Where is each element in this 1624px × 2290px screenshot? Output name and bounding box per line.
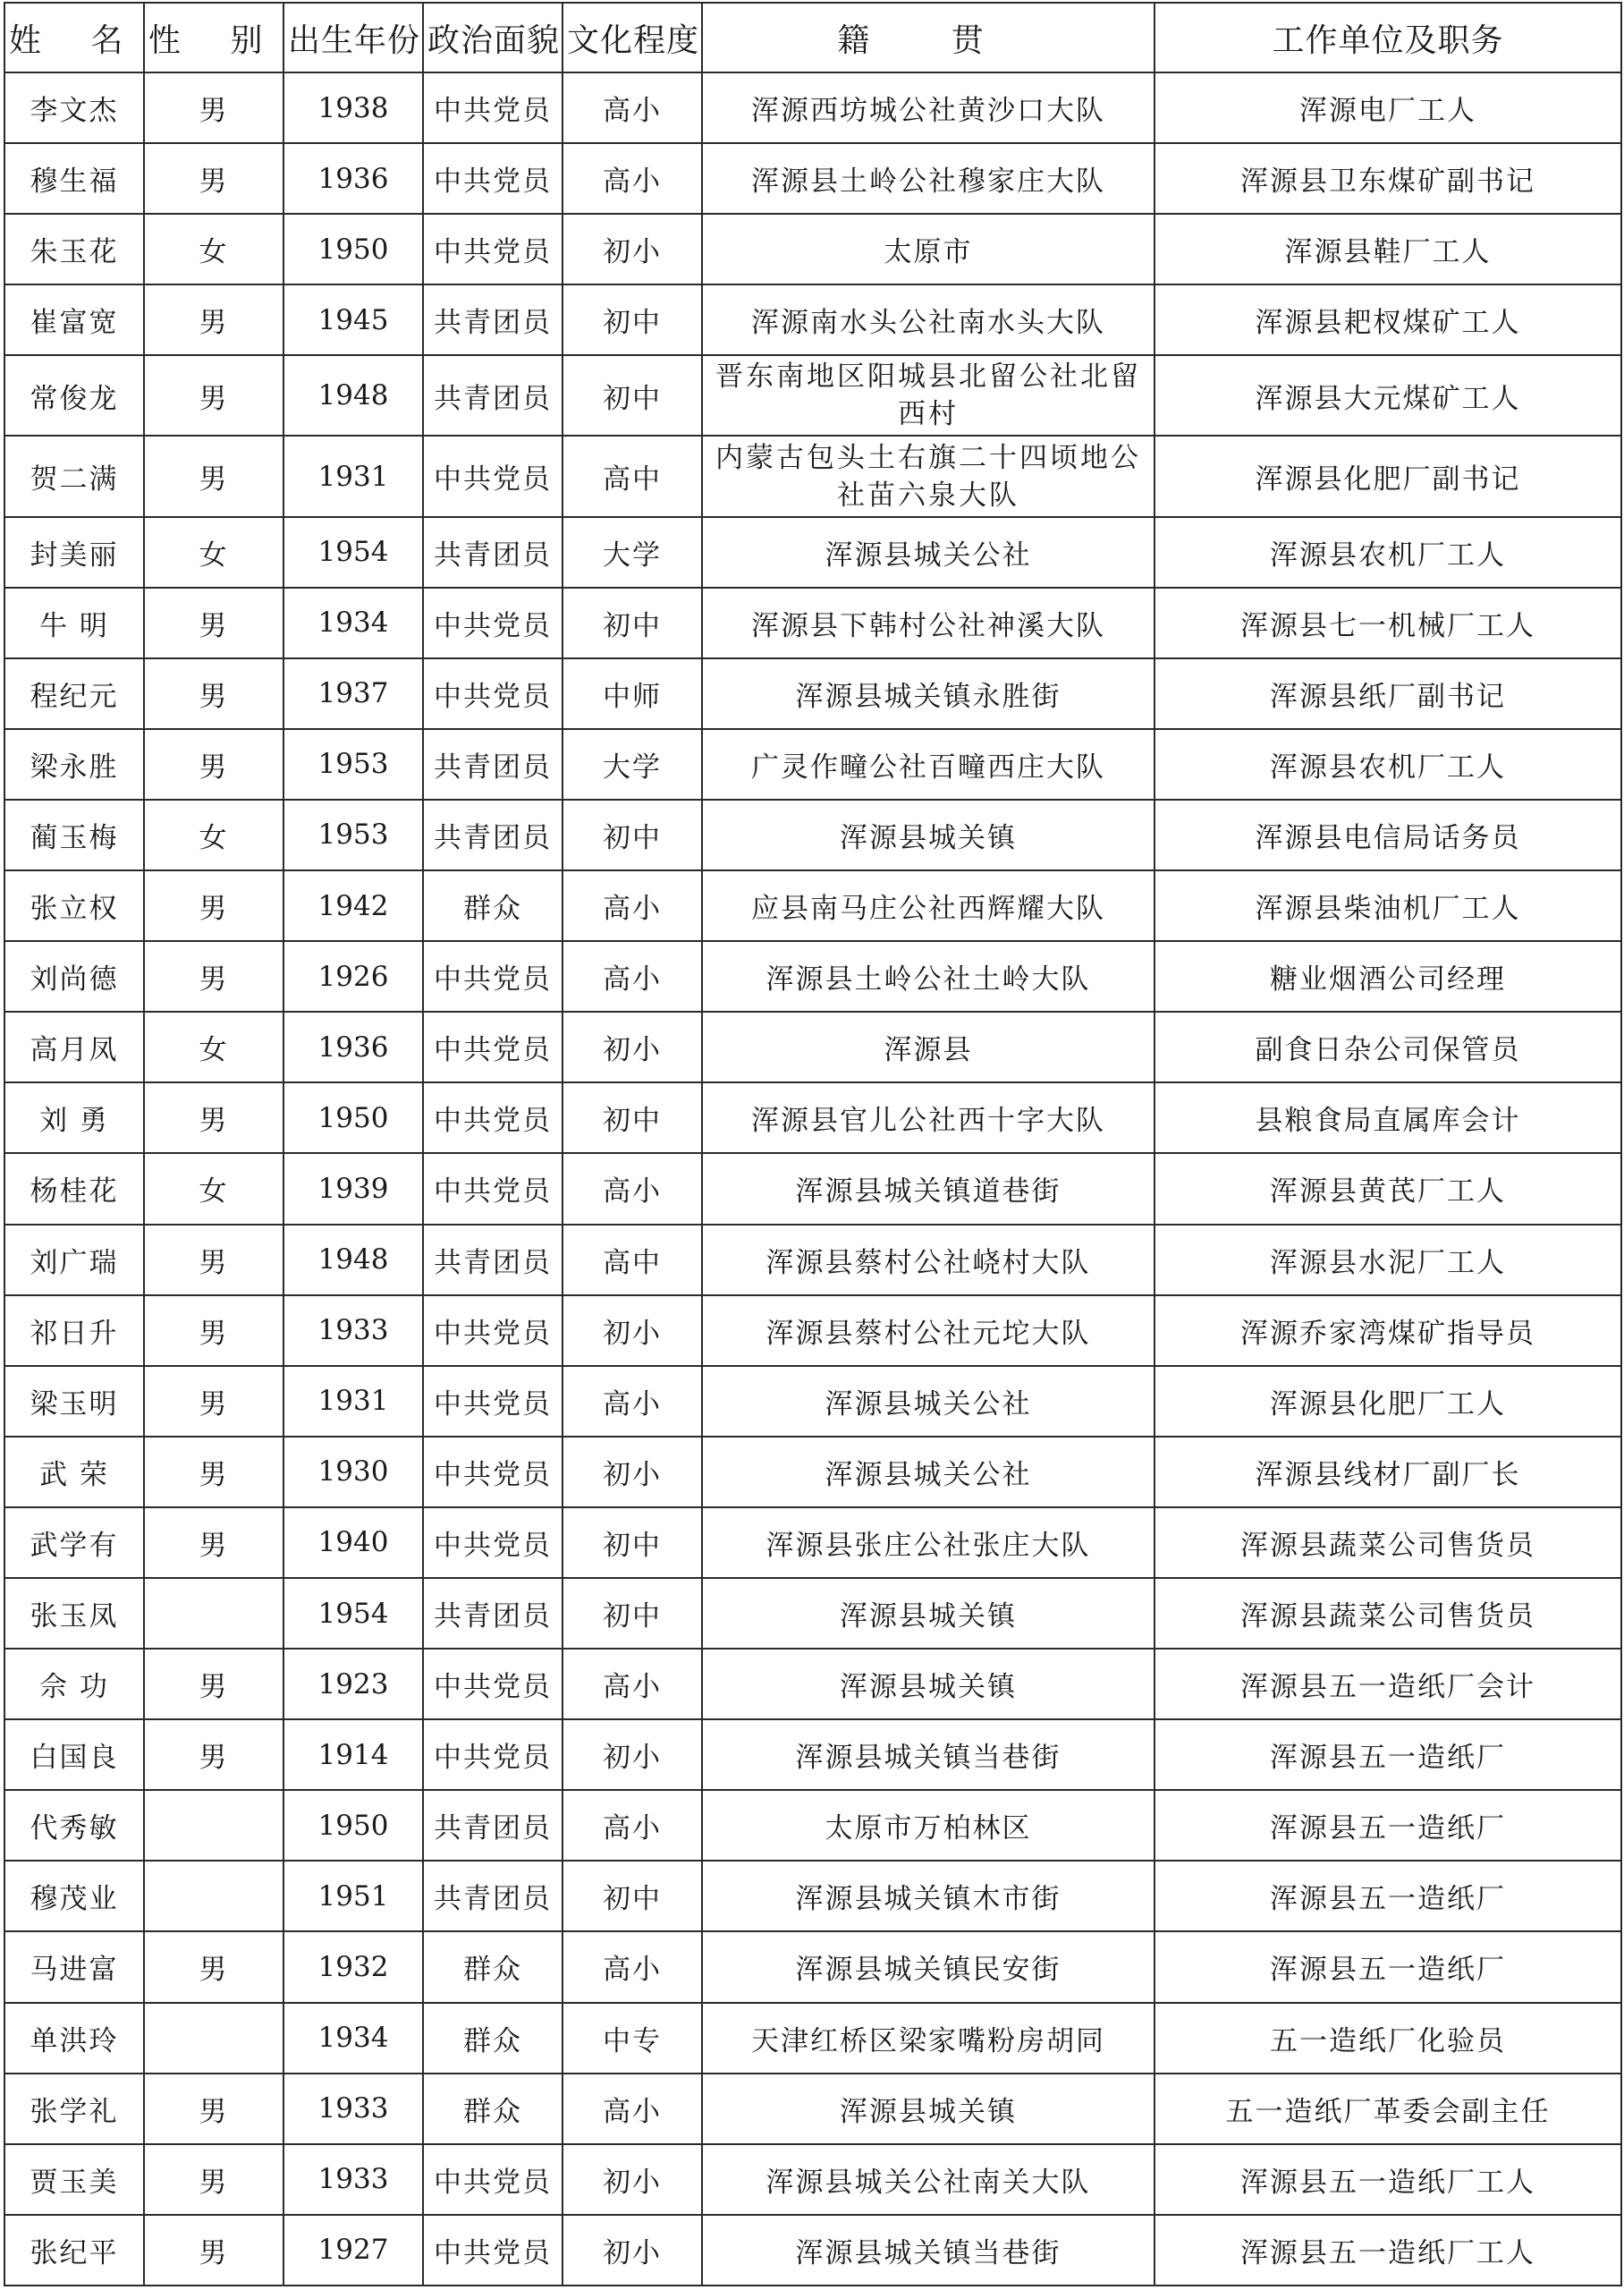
header-name: 姓 名 <box>4 3 144 72</box>
cell-education: 高中 <box>562 436 702 516</box>
table-row <box>4 1082 1621 1153</box>
table-row <box>4 941 1621 1012</box>
cell-political-status: 中共党员 <box>423 1719 562 1790</box>
table-row <box>4 729 1621 800</box>
cell-workplace-position: 浑源县五一造纸厂工人 <box>1155 2215 1621 2286</box>
cell-birth-year: 1950 <box>283 1082 423 1153</box>
table-row <box>4 214 1621 284</box>
cell-native-place: 浑源县蔡村公社峣村大队 <box>702 1225 1155 1295</box>
cell-native-place: 浑源县城关镇 <box>702 1578 1155 1649</box>
table-header <box>4 3 1621 72</box>
cell-workplace-position: 浑源县线材厂副厂长 <box>1155 1437 1621 1507</box>
table-row <box>4 1366 1621 1437</box>
table-row <box>4 800 1621 870</box>
cell-name: 梁玉明 <box>4 1366 144 1437</box>
table-row <box>4 143 1621 214</box>
cell-native-place: 浑源县城关镇道巷街 <box>702 1153 1155 1224</box>
cell-education: 初小 <box>562 1719 702 1790</box>
cell-sex: 男 <box>144 355 283 436</box>
cell-native-place: 浑源县城关镇 <box>702 2074 1155 2144</box>
cell-workplace-position: 浑源县农机厂工人 <box>1155 729 1621 800</box>
cell-political-status: 共青团员 <box>423 1578 562 1649</box>
cell-native-place: 浑源县城关镇当巷街 <box>702 1719 1155 1790</box>
cell-education: 初中 <box>562 355 702 436</box>
cell-political-status: 群众 <box>423 2074 562 2144</box>
cell-name: 刘 勇 <box>4 1082 144 1153</box>
table-row <box>4 1153 1621 1224</box>
cell-education: 高小 <box>562 72 702 143</box>
table-row <box>4 1225 1621 1295</box>
cell-birth-year: 1914 <box>283 1719 423 1790</box>
cell-political-status: 中共党员 <box>423 436 562 516</box>
cell-education: 初小 <box>562 2215 702 2286</box>
cell-education: 初中 <box>562 1082 702 1153</box>
cell-native-place: 内蒙古包头土右旗二十四顷地公社苗六泉大队 <box>702 436 1155 516</box>
cell-native-place: 晋东南地区阳城县北留公社北留西村 <box>702 355 1155 436</box>
cell-birth-year: 1953 <box>283 800 423 870</box>
cell-name: 牛 明 <box>4 588 144 658</box>
cell-birth-year: 1934 <box>283 2003 423 2074</box>
cell-workplace-position: 浑源县化肥厂副书记 <box>1155 436 1621 516</box>
cell-political-status: 共青团员 <box>423 729 562 800</box>
cell-education: 高小 <box>562 1649 702 1719</box>
cell-birth-year: 1931 <box>283 1366 423 1437</box>
cell-political-status: 中共党员 <box>423 1295 562 1366</box>
cell-workplace-position: 浑源县柴油机厂工人 <box>1155 870 1621 941</box>
cell-native-place: 浑源县城关镇 <box>702 800 1155 870</box>
cell-political-status: 群众 <box>423 1931 562 2002</box>
table-row <box>4 1861 1621 1931</box>
cell-birth-year: 1937 <box>283 658 423 729</box>
cell-name: 张玉凤 <box>4 1578 144 1649</box>
cell-workplace-position: 浑源县化肥厂工人 <box>1155 1366 1621 1437</box>
cell-education: 高中 <box>562 1225 702 1295</box>
table-row <box>4 2074 1621 2144</box>
cell-name: 穆生福 <box>4 143 144 214</box>
cell-political-status: 中共党员 <box>423 2144 562 2215</box>
cell-sex: 女 <box>144 1153 283 1224</box>
personnel-table <box>4 2 1622 2286</box>
cell-political-status: 中共党员 <box>423 658 562 729</box>
cell-political-status: 共青团员 <box>423 284 562 355</box>
cell-name: 贺二满 <box>4 436 144 516</box>
table-row <box>4 72 1621 143</box>
cell-education: 高小 <box>562 2074 702 2144</box>
cell-birth-year: 1951 <box>283 1861 423 1931</box>
cell-name: 白国良 <box>4 1719 144 1790</box>
cell-sex: 男 <box>144 588 283 658</box>
cell-workplace-position: 五一造纸厂化验员 <box>1155 2003 1621 2074</box>
cell-sex <box>144 1578 283 1649</box>
cell-education: 初小 <box>562 1437 702 1507</box>
cell-workplace-position: 浑源乔家湾煤矿指导员 <box>1155 1295 1621 1366</box>
header-political-status: 政治面貌 <box>423 3 562 72</box>
cell-sex: 男 <box>144 870 283 941</box>
cell-sex: 男 <box>144 436 283 516</box>
cell-native-place: 浑源县城关镇永胜街 <box>702 658 1155 729</box>
cell-name: 张立权 <box>4 870 144 941</box>
cell-name: 杨桂花 <box>4 1153 144 1224</box>
table-row <box>4 2003 1621 2074</box>
cell-native-place: 浑源县城关公社 <box>702 517 1155 588</box>
cell-native-place: 浑源县张庄公社张庄大队 <box>702 1507 1155 1578</box>
cell-political-status: 中共党员 <box>423 1649 562 1719</box>
table-row <box>4 2144 1621 2215</box>
cell-name: 蔺玉梅 <box>4 800 144 870</box>
cell-sex: 男 <box>144 2144 283 2215</box>
table-row <box>4 1295 1621 1366</box>
cell-birth-year: 1933 <box>283 1295 423 1366</box>
table-row <box>4 1790 1621 1861</box>
cell-native-place: 浑源县城关镇当巷街 <box>702 2215 1155 2286</box>
cell-education: 高小 <box>562 941 702 1012</box>
cell-workplace-position: 五一造纸厂革委会副主任 <box>1155 2074 1621 2144</box>
cell-name: 单洪玲 <box>4 2003 144 2074</box>
cell-native-place: 应县南马庄公社西辉耀大队 <box>702 870 1155 941</box>
cell-name: 刘尚德 <box>4 941 144 1012</box>
cell-native-place: 浑源县 <box>702 1012 1155 1082</box>
cell-political-status: 中共党员 <box>423 214 562 284</box>
cell-birth-year: 1927 <box>283 2215 423 2286</box>
cell-workplace-position: 浑源县大元煤矿工人 <box>1155 355 1621 436</box>
table-row <box>4 870 1621 941</box>
cell-birth-year: 1950 <box>283 214 423 284</box>
cell-workplace-position: 浑源县五一造纸厂 <box>1155 1861 1621 1931</box>
cell-native-place: 浑源县城关公社 <box>702 1366 1155 1437</box>
cell-birth-year: 1940 <box>283 1507 423 1578</box>
cell-name: 贾玉美 <box>4 2144 144 2215</box>
cell-native-place: 浑源县官儿公社西十字大队 <box>702 1082 1155 1153</box>
cell-education: 初中 <box>562 800 702 870</box>
cell-native-place: 广灵作疃公社百疃西庄大队 <box>702 729 1155 800</box>
cell-education: 初中 <box>562 588 702 658</box>
cell-education: 初中 <box>562 284 702 355</box>
cell-workplace-position: 浑源县蔬菜公司售货员 <box>1155 1507 1621 1578</box>
cell-education: 初小 <box>562 1295 702 1366</box>
cell-native-place: 浑源县下韩村公社神溪大队 <box>702 588 1155 658</box>
cell-workplace-position: 浑源县纸厂副书记 <box>1155 658 1621 729</box>
cell-native-place: 浑源县城关镇 <box>702 1649 1155 1719</box>
cell-sex: 男 <box>144 1931 283 2002</box>
cell-native-place: 浑源西坊城公社黄沙口大队 <box>702 72 1155 143</box>
cell-education: 高小 <box>562 1790 702 1861</box>
cell-name: 刘广瑞 <box>4 1225 144 1295</box>
cell-education: 初小 <box>562 2144 702 2215</box>
cell-sex: 男 <box>144 729 283 800</box>
table-row <box>4 436 1621 516</box>
cell-sex: 男 <box>144 1295 283 1366</box>
cell-political-status: 中共党员 <box>423 1437 562 1507</box>
cell-workplace-position: 浑源县水泥厂工人 <box>1155 1225 1621 1295</box>
table-row <box>4 355 1621 436</box>
cell-sex: 男 <box>144 2215 283 2286</box>
cell-native-place: 浑源县城关公社南关大队 <box>702 2144 1155 2215</box>
cell-education: 初中 <box>562 1507 702 1578</box>
cell-political-status: 共青团员 <box>423 355 562 436</box>
cell-name: 武 荣 <box>4 1437 144 1507</box>
cell-native-place: 浑源县城关公社 <box>702 1437 1155 1507</box>
table-row <box>4 588 1621 658</box>
cell-sex: 男 <box>144 1719 283 1790</box>
cell-education: 初小 <box>562 214 702 284</box>
cell-workplace-position: 浑源县耙杈煤矿工人 <box>1155 284 1621 355</box>
cell-birth-year: 1945 <box>283 284 423 355</box>
cell-name: 崔富宽 <box>4 284 144 355</box>
cell-name: 马进富 <box>4 1931 144 2002</box>
cell-birth-year: 1936 <box>283 1012 423 1082</box>
table-row <box>4 1649 1621 1719</box>
cell-native-place: 浑源县城关镇民安街 <box>702 1931 1155 2002</box>
cell-birth-year: 1950 <box>283 1790 423 1861</box>
table-row <box>4 1507 1621 1578</box>
cell-political-status: 共青团员 <box>423 800 562 870</box>
cell-education: 高小 <box>562 143 702 214</box>
cell-sex: 女 <box>144 1012 283 1082</box>
header-sex: 性 别 <box>144 3 283 72</box>
cell-name: 李文杰 <box>4 72 144 143</box>
cell-birth-year: 1923 <box>283 1649 423 1719</box>
cell-workplace-position: 浑源县卫东煤矿副书记 <box>1155 143 1621 214</box>
cell-name: 武学有 <box>4 1507 144 1578</box>
cell-political-status: 中共党员 <box>423 1366 562 1437</box>
cell-workplace-position: 浑源县五一造纸厂 <box>1155 1790 1621 1861</box>
cell-native-place: 浑源县城关镇木市街 <box>702 1861 1155 1931</box>
cell-political-status: 群众 <box>423 870 562 941</box>
cell-political-status: 中共党员 <box>423 1507 562 1578</box>
table-row <box>4 1578 1621 1649</box>
cell-name: 高月凤 <box>4 1012 144 1082</box>
cell-education: 高小 <box>562 1931 702 2002</box>
header-birth-year: 出生年份 <box>283 3 423 72</box>
cell-education: 大学 <box>562 729 702 800</box>
header-native-place: 籍 贯 <box>702 3 1155 72</box>
table-row <box>4 2215 1621 2286</box>
cell-education: 初中 <box>562 1861 702 1931</box>
cell-sex: 男 <box>144 2074 283 2144</box>
cell-birth-year: 1930 <box>283 1437 423 1507</box>
cell-birth-year: 1939 <box>283 1153 423 1224</box>
table-row <box>4 517 1621 588</box>
cell-political-status: 共青团员 <box>423 1861 562 1931</box>
table-body <box>4 72 1621 2286</box>
cell-name: 梁永胜 <box>4 729 144 800</box>
cell-birth-year: 1933 <box>283 2074 423 2144</box>
cell-workplace-position: 浑源县黄芪厂工人 <box>1155 1153 1621 1224</box>
cell-native-place: 天津红桥区梁家嘴粉房胡同 <box>702 2003 1155 2074</box>
cell-political-status: 中共党员 <box>423 143 562 214</box>
cell-political-status: 中共党员 <box>423 1153 562 1224</box>
cell-native-place: 太原市万柏林区 <box>702 1790 1155 1861</box>
cell-birth-year: 1936 <box>283 143 423 214</box>
cell-birth-year: 1926 <box>283 941 423 1012</box>
cell-name: 代秀敏 <box>4 1790 144 1861</box>
cell-workplace-position: 浑源县蔬菜公司售货员 <box>1155 1578 1621 1649</box>
cell-sex: 男 <box>144 1225 283 1295</box>
cell-name: 穆茂业 <box>4 1861 144 1931</box>
cell-birth-year: 1938 <box>283 72 423 143</box>
cell-sex: 男 <box>144 72 283 143</box>
cell-birth-year: 1948 <box>283 1225 423 1295</box>
cell-birth-year: 1942 <box>283 870 423 941</box>
cell-sex: 女 <box>144 517 283 588</box>
cell-political-status: 中共党员 <box>423 1012 562 1082</box>
cell-sex: 男 <box>144 143 283 214</box>
cell-education: 中师 <box>562 658 702 729</box>
cell-political-status: 中共党员 <box>423 588 562 658</box>
cell-sex: 男 <box>144 1082 283 1153</box>
cell-political-status: 中共党员 <box>423 72 562 143</box>
cell-name: 佘 功 <box>4 1649 144 1719</box>
cell-political-status: 中共党员 <box>423 941 562 1012</box>
cell-education: 高小 <box>562 870 702 941</box>
cell-sex: 男 <box>144 284 283 355</box>
cell-name: 张学礼 <box>4 2074 144 2144</box>
cell-education: 初中 <box>562 1578 702 1649</box>
cell-name: 祁日升 <box>4 1295 144 1366</box>
cell-birth-year: 1948 <box>283 355 423 436</box>
table-row <box>4 1437 1621 1507</box>
cell-native-place: 浑源县土岭公社土岭大队 <box>702 941 1155 1012</box>
cell-sex <box>144 2003 283 2074</box>
cell-name: 封美丽 <box>4 517 144 588</box>
cell-workplace-position: 浑源县五一造纸厂会计 <box>1155 1649 1621 1719</box>
cell-sex: 男 <box>144 1366 283 1437</box>
cell-native-place: 太原市 <box>702 214 1155 284</box>
table-row <box>4 658 1621 729</box>
cell-name: 程纪元 <box>4 658 144 729</box>
cell-political-status: 共青团员 <box>423 1225 562 1295</box>
cell-sex: 女 <box>144 214 283 284</box>
cell-workplace-position: 副食日杂公司保管员 <box>1155 1012 1621 1082</box>
cell-education: 大学 <box>562 517 702 588</box>
table-row <box>4 1931 1621 2002</box>
cell-native-place: 浑源南水头公社南水头大队 <box>702 284 1155 355</box>
cell-workplace-position: 浑源县五一造纸厂 <box>1155 1931 1621 2002</box>
cell-workplace-position: 浑源县电信局话务员 <box>1155 800 1621 870</box>
cell-birth-year: 1954 <box>283 517 423 588</box>
cell-political-status: 共青团员 <box>423 1790 562 1861</box>
cell-sex: 女 <box>144 800 283 870</box>
header-workplace-position: 工作单位及职务 <box>1155 3 1621 72</box>
cell-sex <box>144 1790 283 1861</box>
cell-birth-year: 1954 <box>283 1578 423 1649</box>
cell-education: 高小 <box>562 1153 702 1224</box>
header-row <box>4 3 1621 72</box>
cell-education: 中专 <box>562 2003 702 2074</box>
cell-workplace-position: 浑源县农机厂工人 <box>1155 517 1621 588</box>
cell-political-status: 中共党员 <box>423 2215 562 2286</box>
cell-birth-year: 1933 <box>283 2144 423 2215</box>
header-education: 文化程度 <box>562 3 702 72</box>
cell-workplace-position: 县粮食局直属库会计 <box>1155 1082 1621 1153</box>
cell-name: 张纪平 <box>4 2215 144 2286</box>
cell-sex: 男 <box>144 941 283 1012</box>
table-row <box>4 284 1621 355</box>
cell-sex: 男 <box>144 1649 283 1719</box>
cell-sex: 男 <box>144 1437 283 1507</box>
cell-birth-year: 1934 <box>283 588 423 658</box>
cell-political-status: 共青团员 <box>423 517 562 588</box>
cell-sex: 男 <box>144 1507 283 1578</box>
cell-birth-year: 1931 <box>283 436 423 516</box>
cell-birth-year: 1953 <box>283 729 423 800</box>
table-row <box>4 1719 1621 1790</box>
cell-workplace-position: 浑源电厂工人 <box>1155 72 1621 143</box>
cell-name: 朱玉花 <box>4 214 144 284</box>
cell-education: 高小 <box>562 1366 702 1437</box>
cell-native-place: 浑源县土岭公社穆家庄大队 <box>702 143 1155 214</box>
cell-workplace-position: 浑源县鞋厂工人 <box>1155 214 1621 284</box>
cell-sex: 男 <box>144 658 283 729</box>
cell-name: 常俊龙 <box>4 355 144 436</box>
cell-sex <box>144 1861 283 1931</box>
cell-workplace-position: 糖业烟酒公司经理 <box>1155 941 1621 1012</box>
cell-workplace-position: 浑源县五一造纸厂工人 <box>1155 2144 1621 2215</box>
cell-birth-year: 1932 <box>283 1931 423 2002</box>
cell-workplace-position: 浑源县五一造纸厂 <box>1155 1719 1621 1790</box>
cell-workplace-position: 浑源县七一机械厂工人 <box>1155 588 1621 658</box>
cell-education: 初小 <box>562 1012 702 1082</box>
cell-political-status: 中共党员 <box>423 1082 562 1153</box>
table-row <box>4 1012 1621 1082</box>
cell-native-place: 浑源县蔡村公社元坨大队 <box>702 1295 1155 1366</box>
cell-political-status: 群众 <box>423 2003 562 2074</box>
